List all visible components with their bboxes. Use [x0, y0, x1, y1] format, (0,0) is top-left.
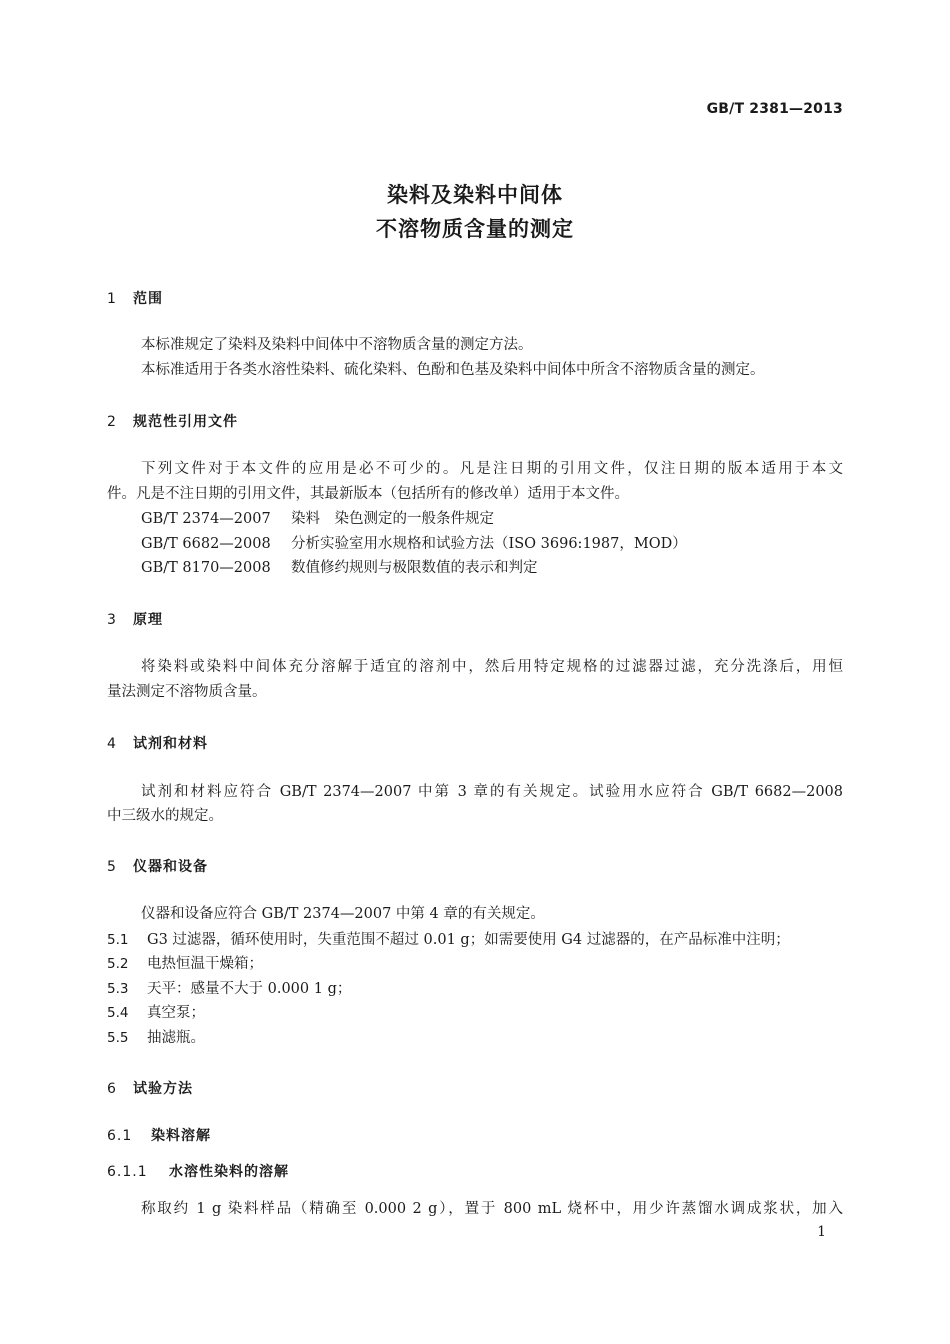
section-heading-6	[107, 1078, 193, 1098]
paragraph: 本标准规定了染料及染料中间体中不溶物质含量的测定方法。	[141, 337, 533, 353]
section-number: 3	[107, 612, 117, 628]
normative-reference	[141, 556, 538, 577]
paragraph-line: 试剂和材料应符合 GB/T 2374—2007 中第 3 章的有关规定。试验用水应符合 GB/T 6682—2008	[141, 784, 843, 800]
section-heading-3	[107, 609, 163, 629]
item-number: 5.5	[107, 1030, 129, 1046]
document-title-line2: 不溶物质含量的测定	[376, 217, 574, 241]
section-title: 试剂和材料	[133, 736, 208, 752]
section-heading-2	[107, 411, 238, 431]
paragraph-line: 中三级水的规定。	[107, 808, 223, 824]
section-number: 2	[107, 414, 117, 430]
equipment-item	[107, 928, 790, 949]
paragraph-line: 量法测定不溶物质含量。	[107, 684, 267, 700]
section-title: 试验方法	[133, 1081, 193, 1097]
equipment-item	[107, 1001, 205, 1022]
section-number: 5	[107, 859, 117, 875]
subsection-number: 6.1.1	[107, 1164, 148, 1180]
paragraph: 本标准适用于各类水溶性染料、硫化染料、色酚和色基及染料中间体中所含不溶物质含量的测定。	[141, 362, 765, 378]
section-title: 范围	[133, 291, 163, 307]
equipment-item	[107, 1026, 205, 1047]
item-text: 天平：感量不大于 0.000 1 g；	[147, 981, 352, 997]
reference-title: 染料 染色测定的一般条件规定	[291, 511, 494, 527]
item-number: 5.3	[107, 981, 129, 997]
item-text: 抽滤瓶。	[147, 1030, 205, 1046]
item-number: 5.4	[107, 1005, 129, 1021]
section-title: 规范性引用文件	[133, 414, 238, 430]
section-heading-5	[107, 856, 208, 876]
reference-code: GB/T 8170—2008	[141, 560, 271, 576]
section-title: 原理	[133, 612, 163, 628]
reference-code: GB/T 2374—2007	[141, 511, 271, 527]
paragraph-line: 称取约 1 g 染料样品（精确至 0.000 2 g），置于 800 mL 烧杯中，用少许蒸馏水调成浆状，加入	[141, 1201, 843, 1217]
paragraph: 仪器和设备应符合 GB/T 2374—2007 中第 4 章的有关规定。	[141, 906, 545, 922]
subsection-heading-6-1	[107, 1125, 211, 1145]
section-heading-4	[107, 733, 208, 753]
normative-reference	[141, 507, 494, 528]
standard-code: GB/T 2381—2013	[706, 101, 843, 117]
normative-reference	[141, 532, 687, 553]
item-text: G3 过滤器，循环使用时，失重范围不超过 0.01 g；如需要使用 G4 过滤器的，在产品标准中注明；	[147, 932, 790, 948]
paragraph-line: 件。凡是不注日期的引用文件，其最新版本（包括所有的修改单）适用于本文件。	[107, 486, 629, 502]
reference-title: 数值修约规则与极限数值的表示和判定	[291, 560, 538, 576]
subsection-heading-6-1-1	[107, 1161, 289, 1181]
subsection-title: 染料溶解	[151, 1128, 211, 1144]
paragraph-line: 下列文件对于本文件的应用是必不可少的。凡是注日期的引用文件，仅注日期的版本适用于本文	[141, 461, 843, 477]
document-title-line1: 染料及染料中间体	[387, 183, 563, 207]
equipment-item	[107, 977, 351, 998]
section-number: 6	[107, 1081, 117, 1097]
section-number: 4	[107, 736, 117, 752]
section-heading-1	[107, 288, 163, 308]
section-number: 1	[107, 291, 117, 307]
subsection-number: 6.1	[107, 1128, 133, 1144]
section-title: 仪器和设备	[133, 859, 208, 875]
equipment-item	[107, 952, 263, 973]
reference-code: GB/T 6682—2008	[141, 536, 271, 552]
reference-title: 分析实验室用水规格和试验方法（ISO 3696:1987，MOD）	[291, 536, 687, 552]
paragraph-line: 将染料或染料中间体充分溶解于适宜的溶剂中，然后用特定规格的过滤器过滤，充分洗涤后，用恒	[141, 659, 843, 675]
item-number: 5.1	[107, 932, 129, 948]
page-number: 1	[817, 1224, 826, 1240]
item-text: 真空泵；	[147, 1005, 205, 1021]
subsection-title: 水溶性染料的溶解	[169, 1164, 289, 1180]
item-number: 5.2	[107, 956, 129, 972]
item-text: 电热恒温干燥箱；	[147, 956, 263, 972]
